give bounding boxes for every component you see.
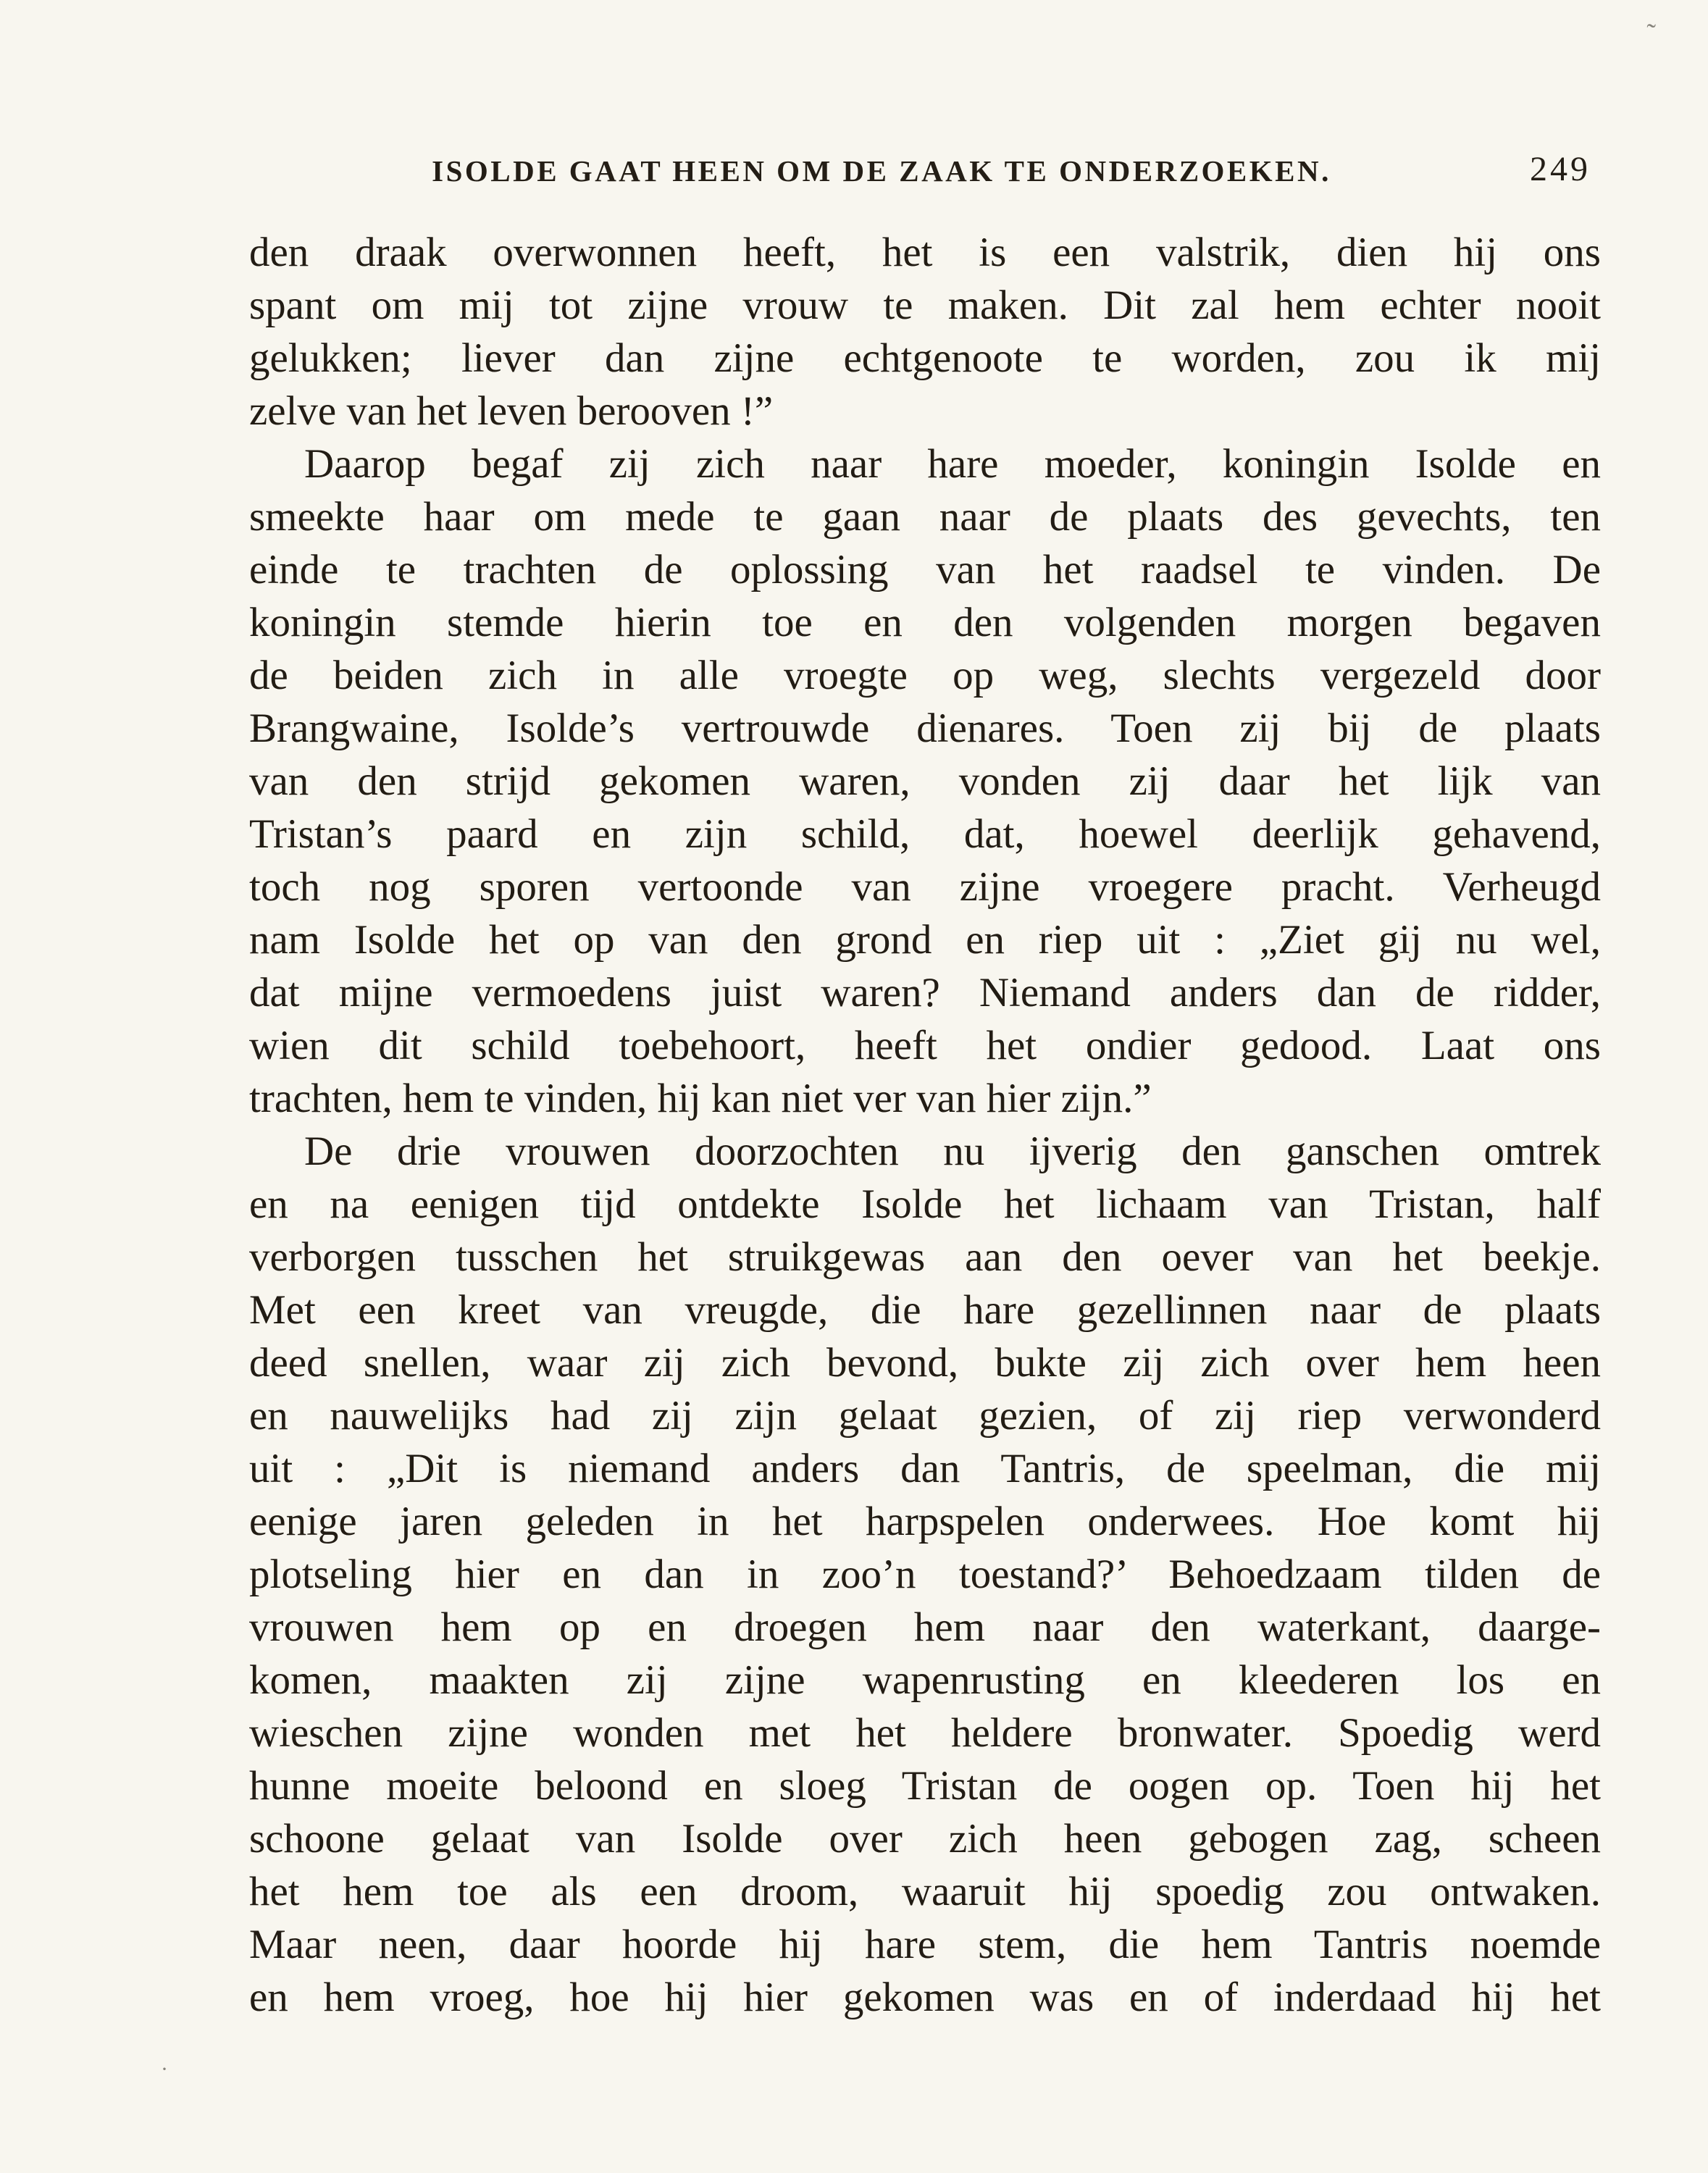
text-line: wien dit schild toebehoort, heeft het ondier gedood. Laat ons	[249, 1023, 1601, 1068]
text-line: nam Isolde het op van den grond en riep uit : „Ziet gij nu wel,	[249, 917, 1601, 963]
text-line: en hem vroeg, hoe hij hier gekomen was en of inderdaad hij het	[249, 1975, 1601, 2020]
running-title: ISOLDE GAAT HEEN OM DE ZAAK TE ONDERZOEKEN.	[432, 154, 1331, 188]
text-line: de beiden zich in alle vroegte op weg, slechts vergezeld door	[249, 653, 1601, 698]
text-line: einde te trachten de oplossing van het raadsel te vinden. De	[249, 547, 1601, 593]
text-line: De drie vrouwen doorzochten nu ijverig den ganschen omtrek	[304, 1129, 1601, 1174]
text-line: uit : „Dit is niemand anders dan Tantris, de speelman, die mij	[249, 1446, 1601, 1491]
text-line: koningin stemde hierin toe en den volgenden morgen begaven	[249, 600, 1601, 645]
text-line: schoone gelaat van Isolde over zich heen gebogen zag, scheen	[249, 1816, 1601, 1862]
page-number: 249	[1530, 150, 1591, 188]
text-line: hunne moeite beloond en sloeg Tristan de oogen op. Toen hij het	[249, 1763, 1601, 1809]
text-line: Met een kreet van vreugde, die hare gezellinnen naar de plaats	[249, 1287, 1601, 1333]
text-line: trachten, hem te vinden, hij kan niet ver van hier zijn.”	[249, 1076, 1152, 1121]
text-line: en nauwelijks had zij zijn gelaat gezien, of zij riep verwonderd	[249, 1393, 1601, 1439]
text-line: dat mijne vermoedens juist waren? Niemand anders dan de ridder,	[249, 970, 1601, 1016]
text-line: gelukken; liever dan zijne echtgenoote te worden, zou ik mij	[249, 335, 1601, 381]
text-line: Daarop begaf zij zich naar hare moeder, koningin Isolde en	[304, 441, 1601, 487]
text-line: Brangwaine, Isolde’s vertrouwde dienares. Toen zij bij de plaats	[249, 706, 1601, 751]
scan-artifact-bottom-left: ·	[161, 2057, 168, 2081]
text-line: zelve van het leven berooven !”	[249, 388, 774, 434]
text-line: Tristan’s paard en zijn schild, dat, hoewel deerlijk gehavend,	[249, 811, 1601, 857]
text-line: deed snellen, waar zij zich bevond, bukte zij zich over hem heen	[249, 1340, 1601, 1386]
text-line: vrouwen hem op en droegen hem naar den waterkant, daarge-	[249, 1604, 1601, 1650]
page-body	[249, 226, 1601, 2024]
text-line: den draak overwonnen heeft, het is een valstrik, dien hij ons	[249, 230, 1601, 275]
text-line: van den strijd gekomen waren, vonden zij daar het lijk van	[249, 758, 1601, 804]
text-line: Maar neen, daar hoorde hij hare stem, die hem Tantris noemde	[249, 1922, 1601, 1967]
text-line: en na eenigen tijd ontdekte Isolde het lichaam van Tristan, half	[249, 1181, 1601, 1227]
text-line: plotseling hier en dan in zoo’n toestand?’ Behoedzaam tilden de	[249, 1552, 1601, 1597]
text-line: wieschen zijne wonden met het heldere bronwater. Spoedig werd	[249, 1710, 1601, 1756]
text-line: spant om mij tot zijne vrouw te maken. Dit zal hem echter nooit	[249, 282, 1601, 328]
text-line: komen, maakten zij zijne wapenrusting en kleederen los en	[249, 1657, 1601, 1703]
paragraph	[249, 437, 1601, 1125]
text-line: eenige jaren geleden in het harpspelen onderwees. Hoe komt hij	[249, 1499, 1601, 1544]
page-header	[249, 150, 1601, 200]
text-line: smeekte haar om mede te gaan naar de plaats des gevechts, ten	[249, 494, 1601, 540]
text-line: het hem toe als een droom, waaruit hij spoedig zou ontwaken.	[249, 1869, 1601, 1914]
text-line: verborgen tusschen het struikgewas aan den oever van het beekje.	[249, 1234, 1601, 1280]
text-line: toch nog sporen vertoonde van zijne vroegere pracht. Verheugd	[249, 864, 1601, 910]
scan-artifact-top-right: ˜	[1646, 19, 1656, 49]
paragraph	[249, 226, 1601, 437]
paragraph	[249, 1125, 1601, 2024]
